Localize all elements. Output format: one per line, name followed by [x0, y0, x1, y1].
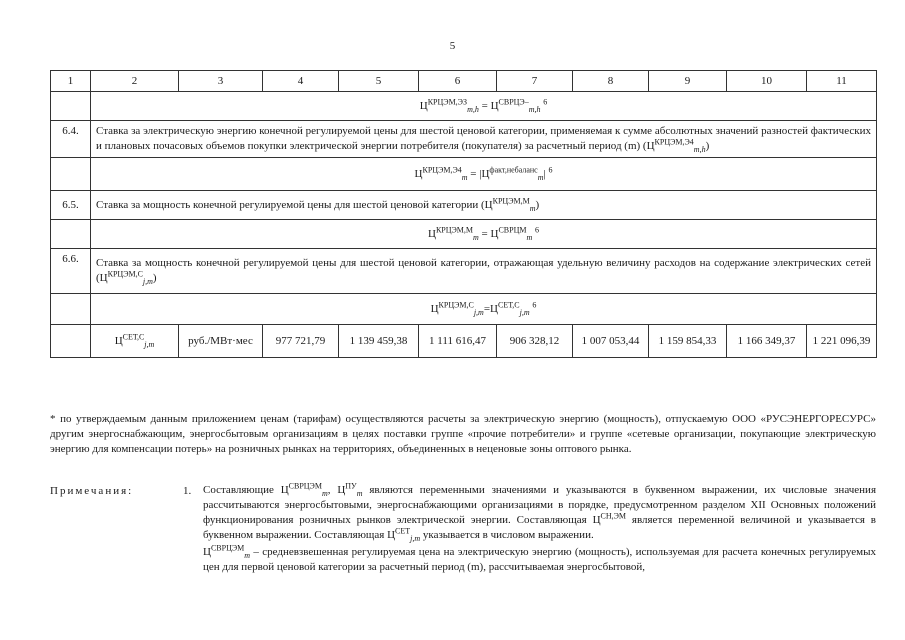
footnote: * по утверждаемым данным приложением ценам (тарифам) осуществляются расчеты за электрическую энергию (мощность), отпускаемую ООО «РУСЭНЕРГОРЕСУРС» другим энергоснабжающим, энергосбытовым организациям в целях поставки группе «прочие потребители» и группе «сетевые организации, покупающие электрическую энергию для компенсации потерь» на розничных рынках на территориях, объединенных в неценовые зоны оптового рынка.	[50, 413, 876, 455]
header-cell: 10	[727, 71, 807, 92]
value-cell: 1 111 616,47	[419, 325, 497, 358]
row-number: 6.6.	[51, 249, 91, 294]
row-6-4	[51, 121, 877, 158]
value-cell: 906 328,12	[497, 325, 573, 358]
note-paragraph-1: Составляющие $Ц^{СВРЦЭМ}_m$, $Ц^{ПУ}_m$ являются переменными значениями и указываются в буквенном выражении, их числовые значения рассчитываются энергосбытовыми, энергоснабжающими организациями в порядке, предусмотренном разделом XII Основных положений функционирования розничных рынков электрической энергии. Составляющая $Ц^{СН,ЭМ}$ является переменной величиной и указывается в буквенном выражении. Составляющая $Ц^{СЕТ}_{j,m}$ указывается в числовом выражении.	[203, 481, 877, 544]
formula-6-6: $Ц^{КРЦЭМ,С}_{j,m}=Ц^{СЕТ,С}_{j,m}$ $^6$	[91, 294, 877, 325]
header-cell: 11	[807, 71, 877, 92]
value-cell: 1 159 854,33	[649, 325, 727, 358]
value-cell: 1 166 349,37	[727, 325, 807, 358]
header-cell: 5	[339, 71, 419, 92]
notes-label: Примечания:	[50, 485, 134, 497]
formula-top: $Ц^{КРЦЭМ,ЭЗ}_{m,h} = Ц^{СВРЦЭ-}_{m,h}$ $^6$	[91, 92, 877, 121]
formula-row-6-5	[51, 220, 877, 249]
row-6-6	[51, 249, 877, 294]
value-cell: 1 139 459,38	[339, 325, 419, 358]
note-number: 1.	[183, 485, 192, 497]
header-cell: 7	[497, 71, 573, 92]
unit-cell: руб./МВт·мес	[179, 325, 263, 358]
note-paragraph-2: $Ц^{СВРЦЭМ}_m$ – средневзвешенная регулируемая цена на электрическую энергию (мощность), используемая для расчета конечных регулируемых цен для первой ценовой категории за расчетный период (m), рассчитываемая энергосбытовой,	[203, 543, 876, 573]
header-cell: 6	[419, 71, 497, 92]
header-cell: 3	[179, 71, 263, 92]
table-row	[51, 325, 877, 358]
row-description: Ставка за мощность конечной регулируемой цены для шестой ценовой категории $(Ц^{КРЦЭМ,М}_m)$	[91, 191, 877, 220]
row-number: 6.5.	[51, 191, 91, 220]
formula-6-5: $Ц^{КРЦЭМ,М}_m = Ц^{СВРЦМ}_m$ $^6$	[91, 220, 877, 249]
formula-row-top	[51, 92, 877, 121]
header-cell: 2	[91, 71, 179, 92]
formula-row-6-4	[51, 158, 877, 191]
table-header-row	[51, 71, 877, 92]
formula-row-6-6	[51, 294, 877, 325]
row-6-5	[51, 191, 877, 220]
row-number: 6.4.	[51, 121, 91, 158]
note-body	[203, 483, 876, 575]
header-cell: 1	[51, 71, 91, 92]
value-cell: 977 721,79	[263, 325, 339, 358]
formula-6-4: $Ц^{КРЦЭМ,Э4}_m = |Ц^{факт,небаланс}_m|$ $^6$	[91, 158, 877, 191]
row-description: Ставка за электрическую энергию конечной регулируемой цены для шестой ценовой категории, применяемая к сумме абсолютных значений разностей фактических и плановых почасовых объемов покупки электрической энергии потребителя (покупателя) за расчетный период (m) $(Ц^{КРЦЭМ,Э4}_{m,h})$	[91, 121, 877, 158]
page-number: 5	[449, 40, 456, 52]
header-cell: 4	[263, 71, 339, 92]
header-cell: 8	[573, 71, 649, 92]
value-cell: 1 007 053,44	[573, 325, 649, 358]
header-cell: 9	[649, 71, 727, 92]
row-description: Ставка за мощность конечной регулируемой цены для шестой ценовой категории, отражающая удельную величину расходов на содержание электрических сетей $(Ц^{КРЦЭМ,С}_{j,m})$	[91, 249, 877, 294]
tariff-table	[50, 70, 876, 358]
symbol-cell: $Ц^{СЕТ,С}_{j,m}$	[91, 325, 179, 358]
value-cell: 1 221 096,39	[807, 325, 877, 358]
